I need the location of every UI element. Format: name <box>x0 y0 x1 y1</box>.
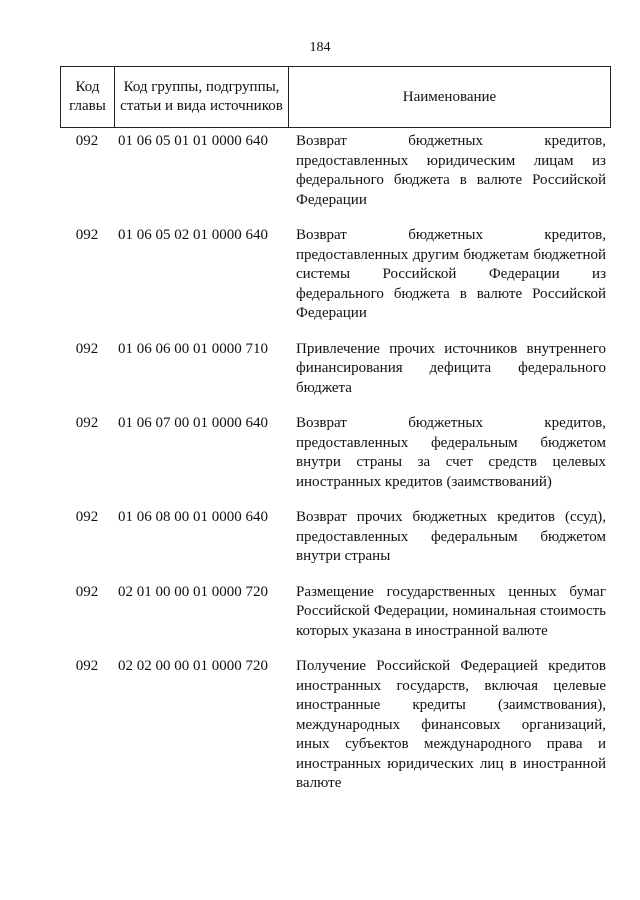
table-header <box>60 66 611 128</box>
source-code-cell: 01 06 08 00 01 0000 640 <box>118 509 268 525</box>
chapter-code-cell: 092 <box>75 658 99 674</box>
source-code-cell: 02 02 00 00 01 0000 720 <box>118 658 268 674</box>
source-code-cell: 02 01 00 00 01 0000 720 <box>118 583 268 600</box>
header-chapter-code: Код главы <box>61 67 115 128</box>
name-cell: Возврат прочих бюджетных кредитов (ссуд), предоставленных федеральным бюджетом внутри страны <box>296 509 606 564</box>
table-row <box>60 226 610 324</box>
source-code-cell: 01 06 05 02 01 0000 640 <box>118 227 268 243</box>
chapter-code-cell: 092 <box>75 227 99 243</box>
table-row <box>60 340 610 399</box>
table-row <box>60 414 610 492</box>
table-row <box>60 657 610 794</box>
chapter-code-cell: 092 <box>75 415 99 431</box>
chapter-code-cell: 092 <box>75 583 99 600</box>
table-body <box>60 132 610 810</box>
chapter-code-cell: 092 <box>75 133 99 149</box>
source-code-cell: 01 06 07 00 01 0000 640 <box>118 415 268 431</box>
page-number: 184 <box>309 40 331 55</box>
table-row <box>60 583 610 642</box>
table-row <box>60 132 610 210</box>
header-name: Наименование <box>289 67 611 128</box>
source-code-cell: 01 06 05 01 01 0000 640 <box>118 133 268 149</box>
name-cell: Возврат бюджетных кредитов, предоставленных другим бюджетам бюджетной системы Российской Федерации из федерального бюджета в валюте Российской Федерации <box>296 227 606 321</box>
name-cell: Размещение государственных ценных бумаг Российской Федерации, номинальная стоимость которых указана в иностранной валюте <box>296 583 606 639</box>
header-group-code: Код группы, подгруппы, статьи и вида источников <box>115 67 289 128</box>
name-cell: Привлечение прочих источников внутреннего финансирования дефицита федерального бюджета <box>296 340 606 396</box>
table-row <box>60 508 610 567</box>
chapter-code-cell: 092 <box>75 340 99 357</box>
name-cell: Получение Российской Федерацией кредитов иностранных государств, включая целевые иностранные кредиты (заимствования), международных финансовых организаций, иных субъектов международного права и иностранных юридических лиц в иностранной валюте <box>296 658 606 791</box>
chapter-code-cell: 092 <box>75 509 99 525</box>
name-cell: Возврат бюджетных кредитов, предоставленных федеральным бюджетом внутри страны за счет средств целевых иностранных кредитов (заимствований) <box>296 415 606 490</box>
name-cell: Возврат бюджетных кредитов, предоставленных юридическим лицам из федерального бюджета в валюте Российской Федерации <box>296 133 606 208</box>
source-code-cell: 01 06 06 00 01 0000 710 <box>118 340 268 357</box>
